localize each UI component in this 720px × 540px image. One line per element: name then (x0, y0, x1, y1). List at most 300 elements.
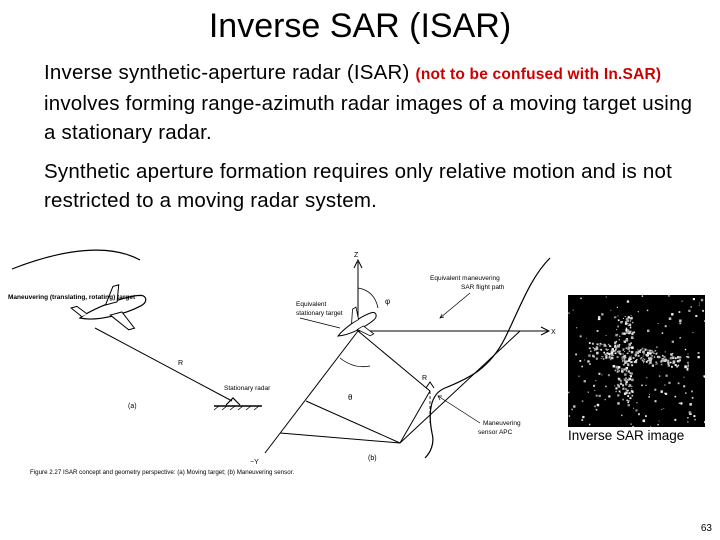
label-z: Z (354, 252, 359, 259)
speckle-dot (638, 311, 639, 312)
speckle-dot (621, 368, 623, 370)
speckle-dot (644, 359, 645, 360)
speckle-dot (626, 370, 627, 371)
speckle-dot (635, 351, 637, 353)
speckle-dot (648, 352, 649, 353)
speckle-dot (603, 358, 605, 360)
speckle-dot (691, 306, 692, 307)
speckle-dot (647, 350, 648, 351)
speckle-dot (632, 391, 633, 392)
speckle-dot (596, 350, 597, 351)
speckle-dot (656, 363, 657, 364)
label-equiv-path-2: SAR flight path (461, 284, 505, 291)
speckle-dot (699, 303, 700, 304)
speckle-dot (610, 346, 611, 347)
speckle-dot (677, 360, 679, 362)
speckle-dot (687, 417, 688, 418)
speckle-dot (606, 296, 607, 297)
speckle-dot (640, 349, 642, 351)
speckle-dot (630, 320, 631, 321)
speckle-dot (692, 397, 694, 399)
speckle-dot (609, 353, 611, 355)
speckle-dot (619, 385, 620, 386)
speckle-dot (625, 383, 627, 385)
speckle-dot (617, 352, 618, 353)
speckle-dot (629, 350, 631, 352)
label-sensor-2: sensor APC (478, 429, 513, 436)
speckle-dot (659, 421, 660, 422)
speckle-dot (627, 320, 629, 322)
speckle-dot (587, 360, 589, 362)
isar-image-caption: Inverse SAR image (568, 428, 685, 443)
speckle-dot (619, 391, 621, 393)
speckle-dot (590, 351, 592, 353)
speckle-dot (677, 356, 679, 358)
speckle-dot (621, 372, 622, 373)
speckle-dot (615, 334, 617, 336)
speckle-dot (684, 377, 685, 378)
speckle-dot (625, 322, 628, 325)
para1-start: Inverse synthetic-aperture radar (ISAR) (44, 61, 416, 84)
speckle-dot (571, 409, 573, 411)
speckle-dot (600, 343, 602, 345)
speckle-dot (623, 318, 624, 319)
speckle-dot (642, 348, 644, 350)
speckle-dot (580, 335, 582, 337)
speckle-dot (662, 332, 664, 334)
speckle-dot (703, 375, 705, 377)
speckle-dot (589, 342, 591, 344)
speckle-dot (671, 366, 673, 368)
speckle-dot (615, 370, 617, 372)
speckle-dot (704, 320, 705, 322)
speckle-dot (628, 316, 629, 317)
speckle-dot (685, 349, 686, 350)
speckle-dot (631, 333, 633, 335)
speckle-dot (606, 352, 608, 354)
speckle-dot (615, 350, 617, 352)
speckle-dot (620, 380, 622, 382)
speckle-dot (622, 399, 624, 401)
speckle-dot (628, 400, 630, 402)
speckle-dot (661, 364, 663, 366)
speckle-dot (639, 351, 641, 353)
speckle-dot (650, 359, 653, 362)
speckle-dot (613, 365, 616, 368)
speckle-dot (629, 343, 632, 346)
speckle-dot (654, 389, 656, 391)
label-maneuvering-target: Maneuvering (translating, rotating) target (8, 294, 136, 301)
speckle-dot (630, 397, 632, 399)
speckle-dot (644, 349, 646, 351)
speckle-dot (611, 352, 613, 354)
speckle-dot (589, 424, 591, 426)
speckle-dot (629, 384, 632, 387)
speckle-dot (635, 354, 638, 357)
speckle-dot (593, 385, 595, 387)
speckle-dot (582, 416, 584, 418)
speckle-dot (614, 342, 616, 344)
speckle-dot (573, 405, 575, 407)
speckle-dot (668, 295, 670, 297)
speckle-dot (704, 377, 705, 378)
speckle-dot (594, 390, 595, 391)
speckle-dot (651, 350, 653, 352)
speckle-dot (618, 380, 619, 381)
paragraph-isar-definition (44, 58, 704, 147)
speckle-dot (600, 349, 602, 351)
speckle-dot (628, 379, 630, 381)
speckle-dot (687, 362, 689, 364)
speckle-dot (663, 356, 665, 358)
speckle-dot (608, 344, 609, 345)
speckle-dot (646, 377, 647, 378)
label-equiv-target-2: stationary target (296, 310, 343, 317)
speckle-dot (588, 392, 589, 393)
speckle-dot (656, 357, 657, 358)
speckle-dot (671, 354, 673, 356)
speckle-dot (679, 322, 681, 324)
speckle-dot (627, 364, 629, 366)
speckle-dot (605, 354, 607, 356)
speckle-dot (665, 351, 666, 352)
speckle-dot (593, 347, 594, 348)
speckle-dot (569, 415, 570, 416)
speckle-dot (641, 385, 643, 387)
speckle-dot (647, 330, 649, 332)
speckle-dot (621, 415, 623, 417)
speckle-dot (598, 373, 600, 375)
speckle-dot (633, 357, 635, 359)
speckle-dot (691, 391, 693, 393)
speckle-dot (687, 356, 689, 358)
speckle-dot (628, 325, 629, 326)
speckle-dot (668, 366, 669, 367)
speckle-dot (626, 400, 628, 402)
label-r-left: R (178, 360, 184, 367)
speckle-dot (701, 299, 703, 301)
speckle-dot (630, 423, 632, 425)
speckle-dot (645, 415, 647, 417)
speckle-dot (643, 363, 644, 364)
speckle-dot (636, 361, 638, 363)
speckle-dot (662, 355, 664, 357)
speckle-dot (616, 329, 617, 330)
speckle-dot (692, 332, 693, 333)
speckle-dot (623, 353, 624, 354)
speckle-dot (615, 387, 617, 389)
speckle-dot (655, 400, 657, 402)
label-equiv-path-1: Equivalent maneuvering (430, 275, 500, 282)
speckle-dot (614, 345, 616, 347)
speckle-dot (680, 402, 682, 404)
speckle-dot (618, 366, 620, 368)
speckle-dot (606, 348, 608, 350)
speckle-dot (632, 426, 634, 427)
speckle-dot (663, 408, 664, 409)
speckle-dot (588, 354, 590, 356)
speckle-dot (627, 361, 628, 362)
speckle-dot (650, 426, 651, 427)
speckle-dot (689, 403, 692, 406)
speckle-dot (679, 337, 681, 339)
speckle-dot (608, 374, 610, 376)
speckle-dot (613, 355, 614, 356)
speckle-dot (613, 350, 615, 352)
speckle-dot (623, 385, 624, 386)
speckle-dot (647, 354, 649, 356)
speckle-dot (624, 375, 625, 376)
speckle-dot (619, 351, 621, 353)
speckle-dot (682, 301, 683, 302)
speckle-dot (602, 375, 603, 376)
speckle-dot (622, 321, 623, 322)
speckle-dot (693, 415, 695, 417)
speckle-dot (654, 357, 655, 358)
speckle-dot (603, 352, 605, 354)
speckle-dot (688, 354, 689, 355)
speckle-dot (637, 349, 638, 350)
speckle-dot (638, 356, 639, 357)
paragraph-synthetic-aperture: Synthetic aperture formation requires only relative motion and is not restricted to a moving radar system. (44, 160, 672, 212)
speckle-dot (594, 350, 595, 351)
speckle-dot (617, 307, 618, 308)
speckle-dot (698, 352, 700, 354)
speckle-dot (611, 350, 612, 351)
speckle-dot (568, 312, 570, 314)
speckle-dot (687, 368, 689, 370)
label-sensor-1: Maneuvering (483, 420, 521, 427)
speckle-dot (666, 375, 668, 377)
speckle-dot (630, 317, 632, 319)
speckle-dot (578, 376, 579, 377)
speckle-dot (651, 355, 652, 356)
speckle-dot (638, 413, 640, 415)
speckle-dot (573, 310, 574, 311)
speckle-dot (630, 362, 631, 363)
speckle-dot (655, 364, 656, 365)
speckle-dot (630, 325, 631, 326)
speckle-dot (602, 344, 603, 345)
speckle-dot (632, 322, 634, 324)
speckle-dot (683, 385, 685, 387)
speckle-dot (626, 392, 627, 393)
speckle-dot (675, 396, 677, 398)
speckle-dot (626, 380, 627, 381)
speckle-dot (643, 353, 644, 354)
speckle-dot (622, 361, 623, 362)
speckle-dot (582, 400, 584, 402)
speckle-dot (629, 331, 630, 332)
speckle-dot (631, 388, 632, 389)
speckle-dot (628, 349, 629, 350)
speckle-dot (660, 361, 662, 363)
speckle-dot (637, 353, 639, 355)
speckle-dot (631, 379, 634, 382)
speckle-dot (670, 362, 671, 363)
speckle-dot (666, 359, 667, 360)
speckle-dot (580, 298, 582, 300)
speckle-dot (661, 409, 662, 410)
speckle-dot (625, 321, 626, 322)
speckle-dot (636, 402, 637, 403)
speckle-dot (608, 395, 610, 397)
speckle-dot (568, 392, 570, 394)
speckle-dot (649, 353, 651, 355)
speckle-dot (695, 315, 697, 317)
speckle-dot (685, 392, 686, 393)
speckle-dot (649, 394, 650, 395)
speckle-dot (597, 352, 599, 354)
speckle-dot (594, 406, 596, 408)
speckle-dot (647, 310, 648, 311)
speckle-dot (592, 356, 593, 357)
speckle-dot (626, 347, 628, 349)
speckle-dot (623, 368, 625, 370)
speckle-dot (605, 399, 606, 400)
speckle-dot (671, 313, 673, 315)
speckle-dot (630, 375, 632, 377)
speckle-dot (689, 411, 691, 413)
speckle-dot (616, 391, 617, 392)
speckle-dot (626, 332, 628, 334)
speckle-dot (668, 363, 670, 365)
speckle-dot (610, 310, 611, 311)
slide-title: Inverse SAR (ISAR) (208, 7, 512, 45)
speckle-dot (620, 383, 622, 385)
speckle-dot (628, 358, 629, 359)
speckle-dot (589, 363, 591, 365)
speckle-dot (615, 353, 616, 354)
speckle-dot (669, 365, 671, 367)
speckle-dot (621, 322, 622, 323)
speckle-dot (609, 355, 610, 356)
speckle-dot (619, 336, 620, 337)
speckle-dot (657, 424, 658, 425)
maneuvering-sensor-panel (265, 258, 550, 458)
speckle-dot (642, 295, 643, 296)
speckle-dot (594, 348, 596, 350)
speckle-dot (636, 409, 638, 411)
isar-geometry-figure (0, 248, 560, 480)
isar-radar-image (568, 295, 705, 427)
speckle-dot (596, 409, 598, 411)
speckle-dot (694, 419, 695, 420)
speckle-dot (652, 351, 654, 353)
speckle-dot (631, 356, 632, 357)
speckle-dot (599, 395, 601, 397)
speckle-dot (604, 344, 606, 346)
speckle-dot (673, 360, 676, 363)
speckle-dot (605, 357, 607, 359)
page-number: 63 (700, 523, 712, 534)
speckle-dot (617, 356, 619, 358)
speckle-dot (630, 327, 631, 328)
label-stationary-radar: Stationary radar (224, 385, 271, 392)
speckle-dot (624, 357, 626, 359)
speckle-dot (627, 353, 628, 354)
speckle-dot (704, 421, 705, 423)
speckle-dot (611, 357, 613, 359)
speckle-dot (633, 408, 634, 409)
speckle-dot (617, 394, 619, 396)
speckle-dot (679, 356, 681, 358)
speckle-dot (687, 421, 688, 422)
label-b: (b) (368, 455, 377, 462)
speckle-dot (607, 355, 608, 356)
speckle-dot (609, 356, 611, 358)
speckle-dot (622, 388, 624, 390)
speckle-dot (686, 356, 687, 357)
speckle-dot (631, 373, 633, 375)
speckle-dot (643, 420, 646, 423)
speckle-dot (678, 365, 679, 366)
speckle-dot (617, 369, 619, 371)
speckle-dot (661, 390, 664, 393)
label-phi: φ (385, 297, 391, 306)
speckle-dot (631, 386, 632, 387)
speckle-dot (592, 343, 594, 345)
speckle-dot (658, 356, 660, 358)
speckle-dot (645, 354, 647, 356)
speckle-dot (675, 357, 677, 359)
speckle-dot (622, 358, 623, 359)
speckle-dot (599, 345, 600, 346)
speckle-dot (664, 360, 666, 362)
figure-caption: Figure 2.27 ISAR concept and geometry perspective: (a) Moving target; (b) Maneuvering sensor. (30, 469, 295, 476)
speckle-dot (698, 356, 700, 358)
speckle-dot (655, 350, 657, 352)
speckle-dot (626, 390, 627, 391)
speckle-dot (627, 402, 629, 404)
speckle-dot (628, 346, 630, 348)
speckle-dot (614, 385, 615, 386)
speckle-dot (668, 360, 669, 361)
aircraft-icon (69, 279, 153, 343)
speckle-dot (688, 310, 690, 312)
speckle-dot (631, 364, 633, 366)
speckle-dot (610, 359, 612, 361)
speckle-dot (617, 371, 618, 372)
speckle-dot (615, 316, 616, 317)
speckle-dot (668, 382, 670, 384)
speckle-dot (665, 325, 667, 327)
speckle-dot (579, 360, 581, 362)
speckle-dot (619, 370, 620, 371)
speckle-dot (623, 350, 624, 351)
speckle-dot (643, 361, 645, 363)
speckle-dot (693, 298, 695, 300)
label-a: (a) (128, 403, 137, 410)
speckle-dot (576, 327, 577, 328)
speckle-dot (616, 367, 617, 368)
para1-note: (not to be confused with In.SAR) (415, 66, 662, 83)
speckle-dot (627, 369, 628, 370)
speckle-dot (624, 333, 626, 335)
speckle-dot (665, 393, 667, 395)
speckle-dot (581, 366, 583, 368)
speckle-dot (628, 404, 630, 406)
speckle-dot (652, 365, 654, 367)
speckle-dot (674, 419, 676, 421)
speckle-dot (629, 333, 630, 334)
speckle-dot (605, 345, 606, 346)
speckle-dot (627, 395, 629, 397)
aircraft-equivalent-icon (330, 300, 384, 350)
speckle-dot (631, 337, 633, 339)
speckle-dot (628, 370, 630, 372)
speckle-dot (629, 356, 631, 358)
